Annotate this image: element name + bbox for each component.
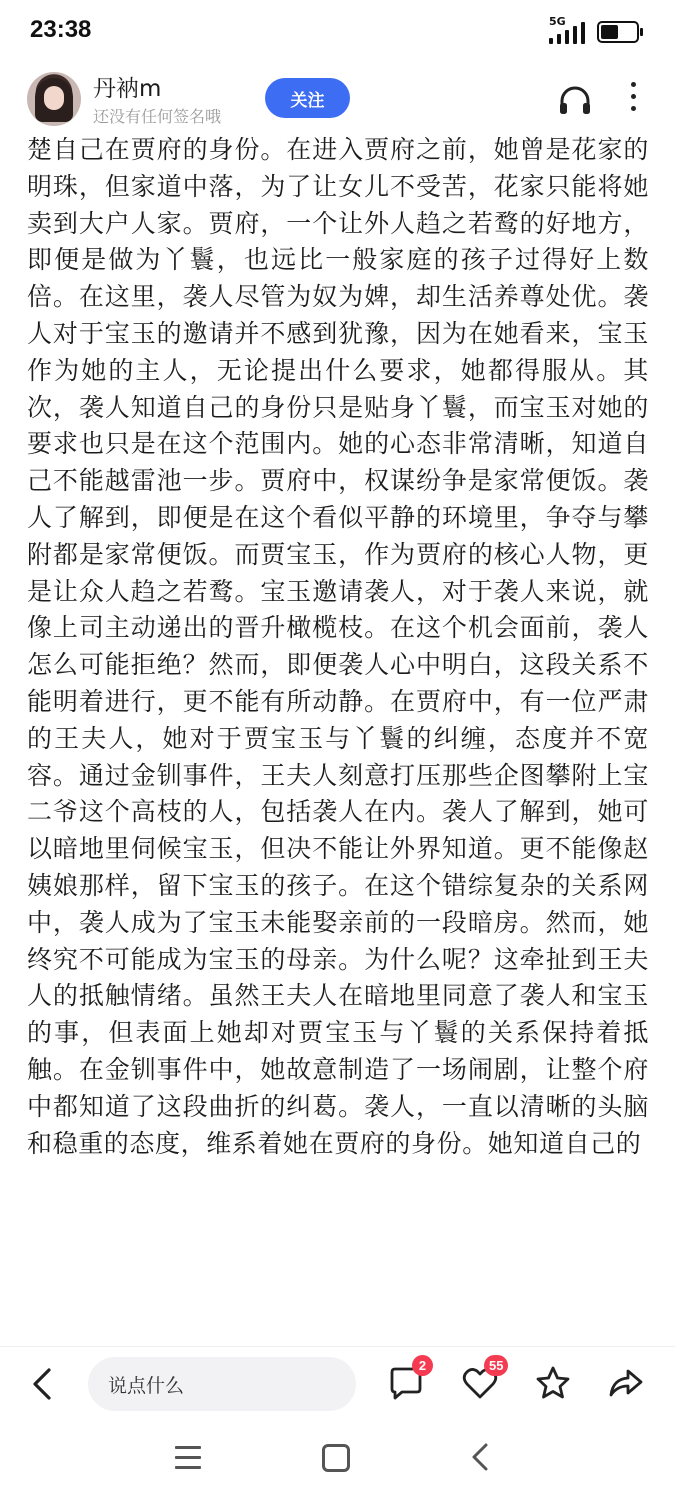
user-signature: 还没有任何签名哦 (93, 107, 222, 126)
favorite-button[interactable] (533, 1363, 573, 1403)
battery-fill (601, 25, 618, 39)
like-count-badge: 55 (484, 1355, 508, 1376)
post-header (0, 64, 675, 134)
bottom-action-bar (0, 1346, 675, 1421)
home-icon[interactable] (322, 1444, 350, 1472)
status-icons (547, 15, 639, 46)
follow-button[interactable]: 关注 (265, 78, 350, 118)
username[interactable]: 丹衲m (93, 76, 162, 102)
back-arrow-icon[interactable] (28, 1367, 58, 1401)
recent-apps-icon[interactable] (175, 1446, 201, 1470)
more-options-icon[interactable] (626, 82, 640, 118)
share-button[interactable] (606, 1363, 646, 1403)
article-body (27, 132, 649, 1346)
battery-icon (597, 21, 639, 43)
comment-count-badge: 2 (412, 1355, 433, 1376)
system-back-icon[interactable] (468, 1442, 492, 1472)
like-button[interactable] (460, 1358, 504, 1403)
system-nav-bar (0, 1420, 675, 1500)
comment-button[interactable] (386, 1358, 427, 1403)
star-icon (533, 1363, 573, 1403)
signal-icon (547, 15, 589, 46)
comment-input[interactable]: 说点什么 (88, 1357, 356, 1411)
article-paragraph: 楚自己在贾府的身份。在进入贾府之前，她曾是花家的明珠，但家道中落，为了让女儿不受苦，花家只能将她卖到大户人家。贾府，一个让外人趋之若鹜的好地方，即便是做为丫鬟，也远比一般家庭的孩子过得好上数倍。在这里，袭人尽管为奴为婢，却生活养尊处优。袭人对于宝玉的邀请并不感到犹豫，因为在她看来，宝玉作为她的主人，无论提出什么要求，她都得服从。其次，袭人知道自己的身份只是贴身丫鬟，而宝玉对她的要求也只是在这个范围内。她的心态非常清晰，知道自己不能越雷池一步。贾府中，权谋纷争是家常便饭。袭人了解到，即便是在这个看似平静的环境里，争夺与攀附都是家常便饭。而贾宝玉，作为贾府的核心人物，更是让众人趋之若鹜。宝玉邀请袭人，对于袭人来说，就像上司主动递出的晋升橄榄枝。在这个机会面前，袭人怎么可能拒绝？然而，即便袭人心中明白，这段关系不能明着进行，更不能有所动静。在贾府中，有一位严肃的王夫人，她对于贾宝玉与丫鬟的纠缠，态度并不宽容。通过金钏事件，王夫人刻意打压那些企图攀附上宝二爷这个高枝的人，包括袭人在内。袭人了解到，她可以暗地里伺候宝玉，但决不能让外界知道。更不能像赵姨娘那样，留下宝玉的孩子。在这个错综复杂的关系网中，袭人成为了宝玉未能娶亲前的一段暗房。然而，她终究不可能成为宝玉的母亲。为什么呢？这牵扯到王夫人的抵触情绪。虽然王夫人在暗地里同意了袭人和宝玉的事，但表面上她却对贾宝玉与丫鬟的关系保持着抵触。在金钏事件中，她故意制造了一场闹剧，让整个府中都知道了这段曲折的纠葛。袭人，一直以清晰的头脑和稳重的态度，维系着她在贾府的身份。她知道自己的 (27, 135, 649, 1158)
status-bar (0, 0, 675, 64)
network-label: 5G (549, 15, 566, 28)
share-icon (606, 1363, 646, 1403)
headphone-icon[interactable] (558, 84, 592, 116)
avatar[interactable] (27, 72, 81, 126)
status-time: 23:38 (30, 16, 92, 43)
